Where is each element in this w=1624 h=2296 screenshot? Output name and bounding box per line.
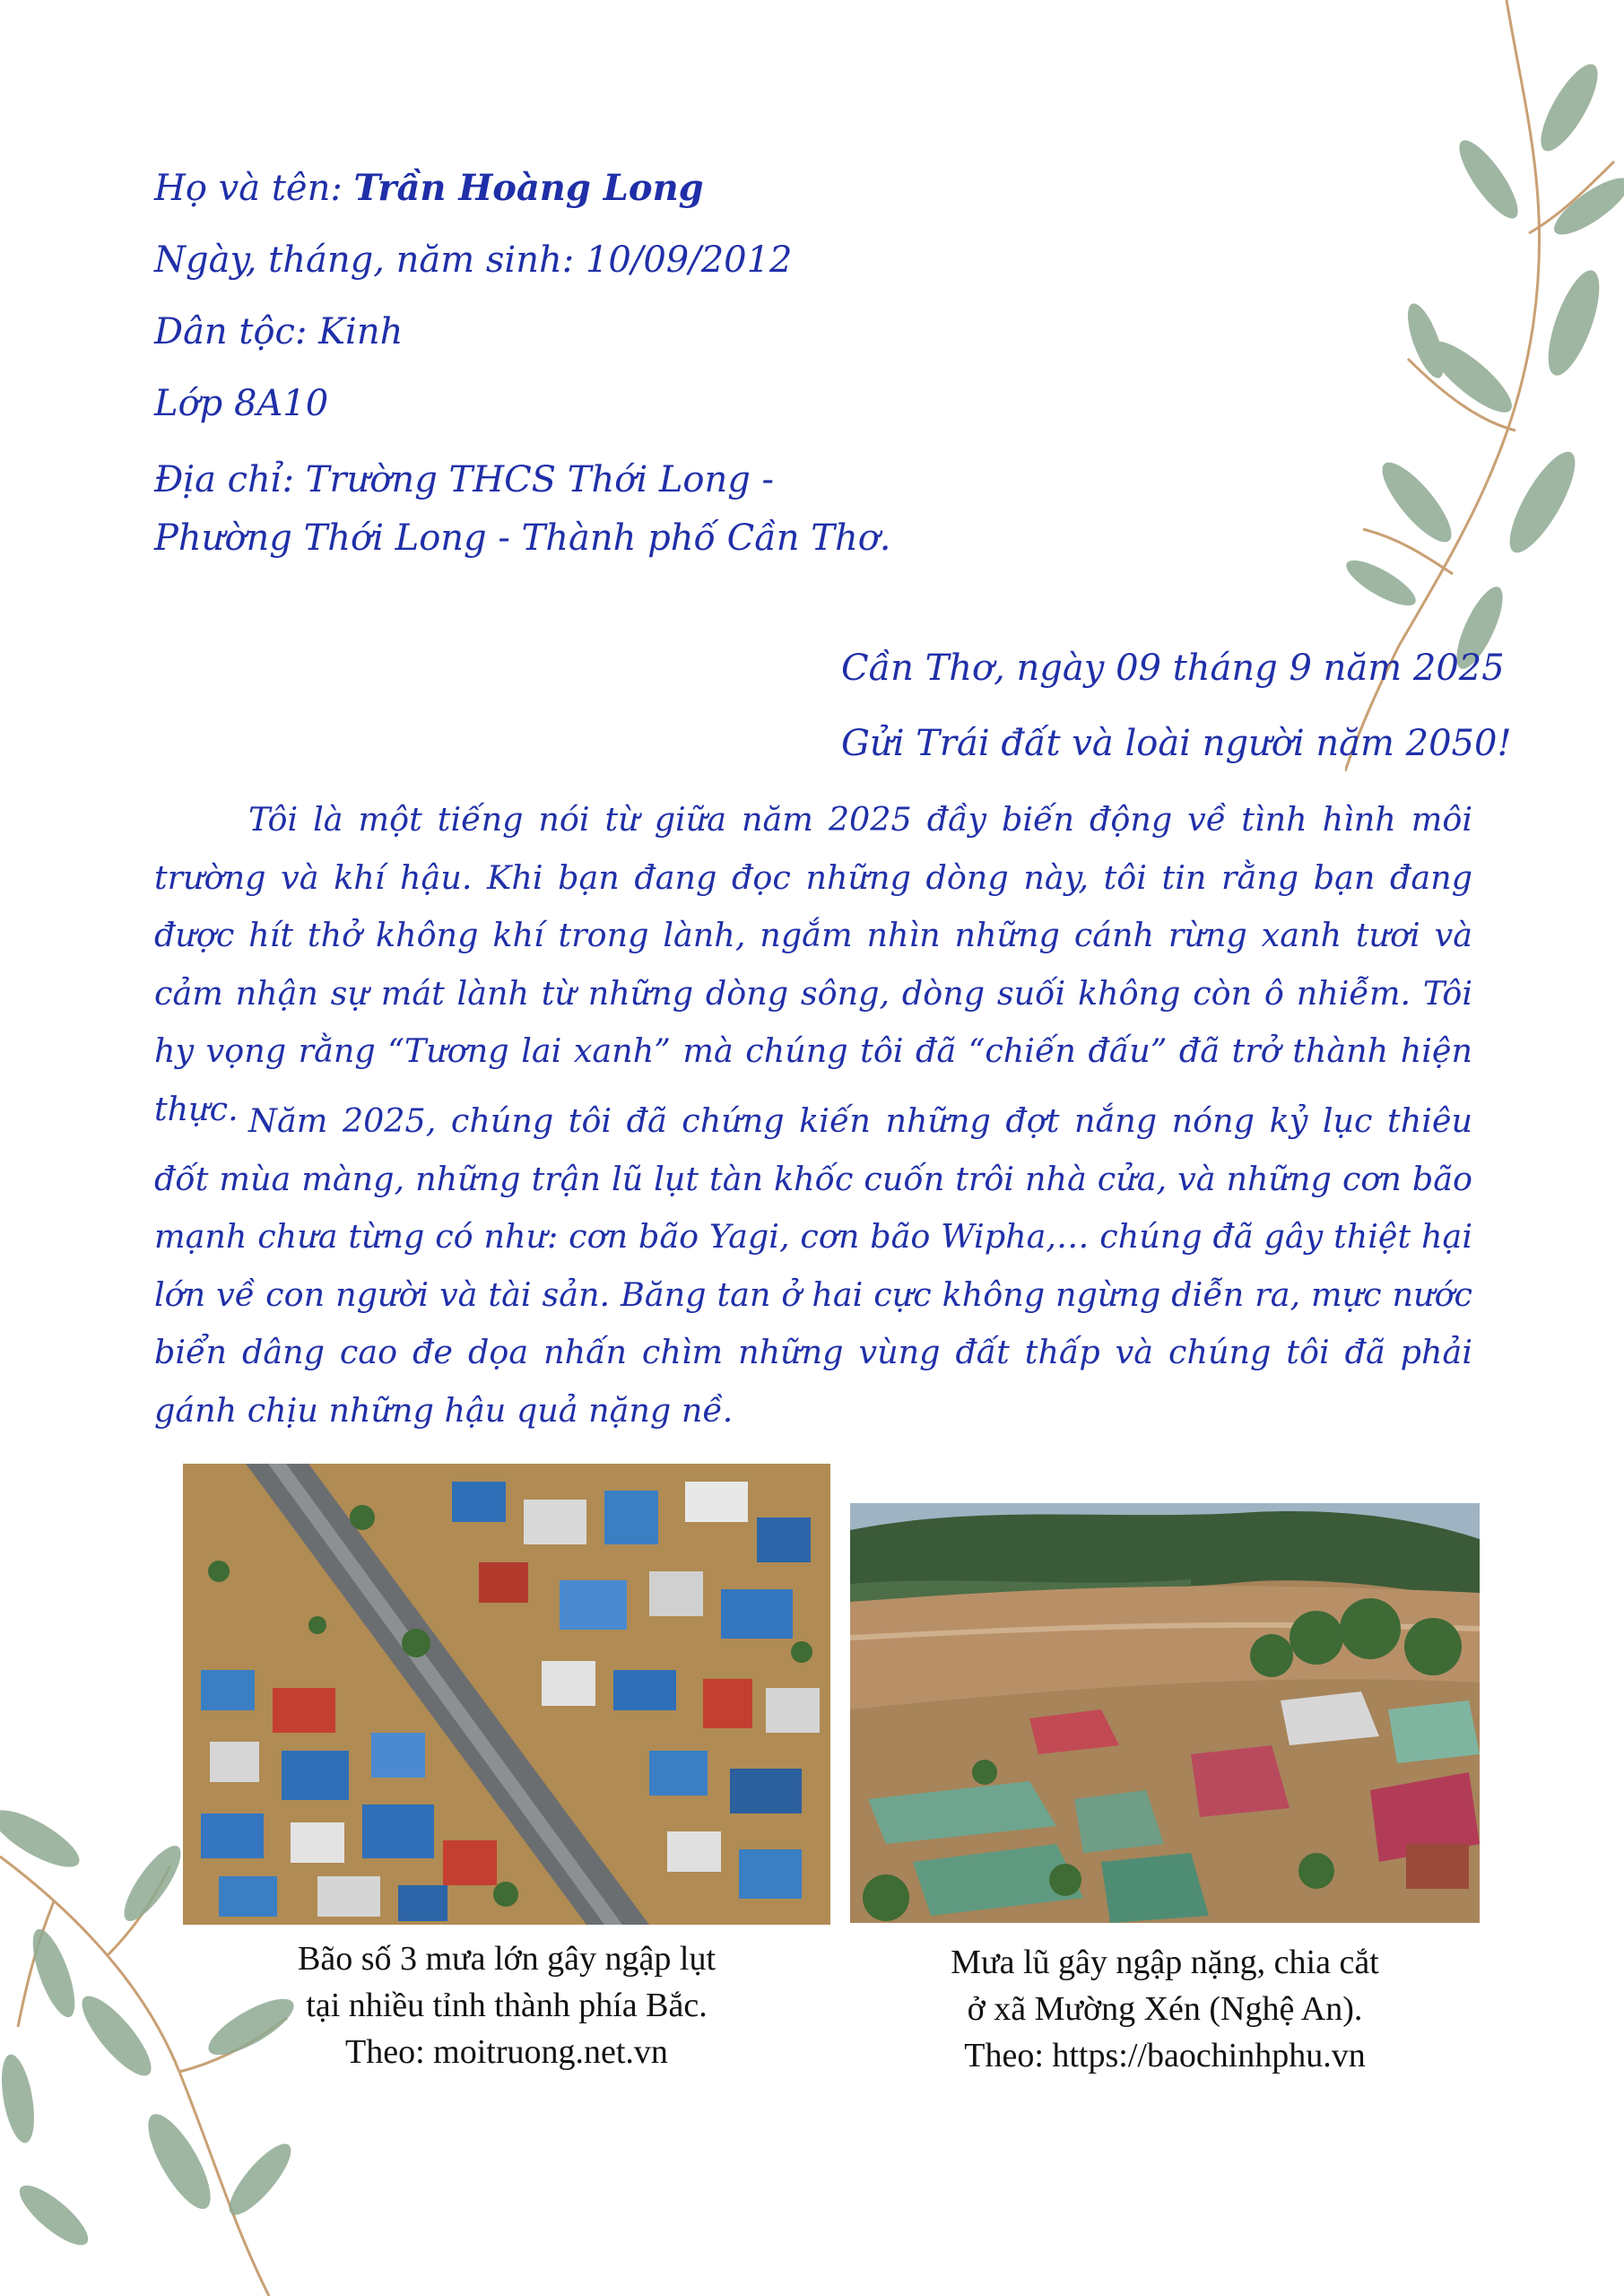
dob-line xyxy=(154,233,793,287)
figure-caption-2-line-2: ở xã Mường Xén (Nghệ An). xyxy=(967,1990,1363,2028)
figure-caption-2 xyxy=(850,1939,1480,2079)
name-value: Trần Hoàng Long xyxy=(353,167,704,209)
figure-caption-1-line-1: Bão số 3 mưa lớn gây ngập lụt xyxy=(297,1940,716,1978)
class-line: Lớp 8A10 xyxy=(154,383,329,424)
figure-caption-1 xyxy=(183,1935,830,2075)
body-paragraph-1: Tôi là một tiếng nói từ giữa năm 2025 đầy biến động về tình hình môi trường và khí hậu. Khi bạn đang đọc những dòng này, tôi tin rằng bạn đang được hít thở không khí trong lành, ngắm nhìn những cánh rừng xanh tươi và cảm nhận sự mát lành từ những dòng sông, dòng suối không còn ô nhiễm. Tôi hy vọng rằng “Tương lai xanh” mà chúng tôi đã “chiến đấu” đã trở thành hiện thực. xyxy=(154,800,1472,1128)
figure-caption-2-line-1: Mưa lũ gây ngập nặng, chia cắt xyxy=(951,1944,1379,1981)
name-line xyxy=(154,161,704,215)
flood-aerial-image xyxy=(183,1464,830,1925)
body-paragraph-2: Năm 2025, chúng tôi đã chứng kiến những đợt nắng nóng kỷ lục thiêu đốt mùa màng, những trận lũ lụt tàn khốc cuốn trôi nhà cửa, và những cơn bão mạnh chưa từng có như: cơn bão Yagi, cơn bão Wipha,… chúng đã gây thiệt hại lớn về con người và tài sản. Băng tan ở hai cực không ngừng diễn ra, mực nước biển dâng cao đe dọa nhấn chìm những vùng đất thấp và chúng tôi đã phải gánh chịu những hậu quả nặng nề. xyxy=(154,1101,1472,1430)
address-line-2: Phường Thới Long - Thành phố Cần Thơ. xyxy=(154,517,891,559)
dob-label: Ngày, tháng, năm sinh: xyxy=(154,239,575,281)
figure-caption-2-source: Theo: https://baochinhphu.vn xyxy=(964,2037,1366,2074)
flood-photo-aerial xyxy=(183,1464,830,1925)
figure-caption-1-source: Theo: moitruong.net.vn xyxy=(345,2033,668,2071)
name-label: Họ và tên: xyxy=(154,168,343,209)
dob-value: 10/09/2012 xyxy=(585,239,793,281)
ethnicity-line: Dân tộc: Kinh xyxy=(154,311,404,352)
place-date: Cần Thơ, ngày 09 tháng 9 năm 2025 xyxy=(841,648,1505,689)
flood-village-image xyxy=(850,1503,1480,1923)
address-line-1: Địa chỉ: Trường THCS Thới Long - xyxy=(154,459,775,500)
salutation: Gửi Trái đất và loài người năm 2050! xyxy=(841,723,1512,764)
flood-photo-village xyxy=(850,1503,1480,1923)
figure-caption-1-line-2: tại nhiều tỉnh thành phía Bắc. xyxy=(306,1987,708,2024)
